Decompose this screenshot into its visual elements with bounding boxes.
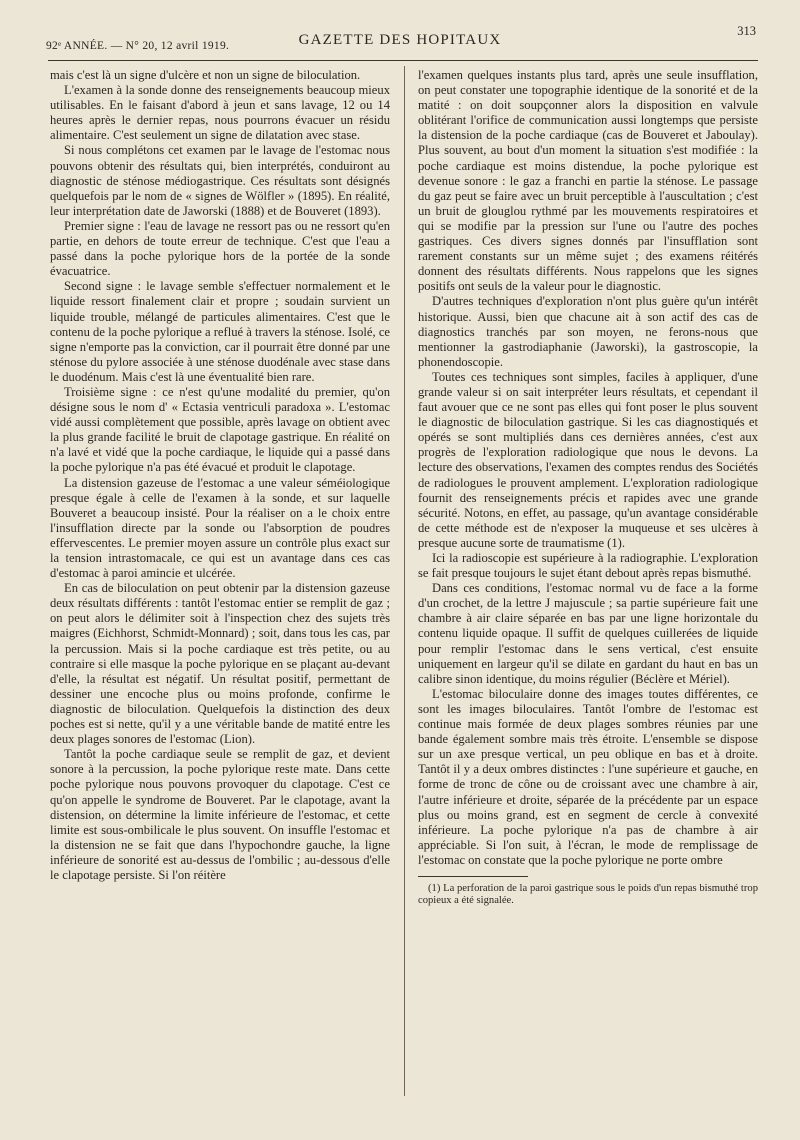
- page-header: [40, 22, 760, 62]
- paragraph: Second signe : le lavage semble s'effectuer normalement et le liquide ressort finalement clair et propre ; soudain survient un liquide trouble, mélangé de particules alimentaires. C'est que le contenu de la poche pylorique a reflué à travers la sténose. Isolé, ce signe n'emporte pas la conviction, car il pourrait être donné par une sténose du pylore associée à une sténose duodénale avec stase dans le duodénum. Mais c'est là une éventualité bien rare.: [50, 279, 390, 384]
- paragraph: En cas de biloculation on peut obtenir par la distension gazeuse deux résultats différents : tantôt l'estomac entier se remplit de gaz ; on peut alors le délimiter soit à l'inspection chez des sujets très maigres (Eichhorst, Schmidt-Monnard) ; soit, dans tous les cas, par la percussion. Mais si la poche cardiaque est très petite, ou au contraire si elle masque la poche pylorique en se plaçant au-devant d'elle, la résultat est négatif. Un résultat positif, permettant de dessiner une encoche plus ou moins profonde, confirme le diagnostic de biloculation. Quelquefois la distinction des deux poches est si nette, qu'il y a une véritable bande de matité entre les deux plages sonores de l'estomac (Lion).: [50, 581, 390, 747]
- page-number: 313: [737, 24, 756, 38]
- header-rule: [48, 60, 758, 61]
- footnote-section: [418, 876, 758, 908]
- footnote-rule: [418, 876, 528, 877]
- paragraph: Ici la radioscopie est supérieure à la radiographie. L'exploration se fait presque toujours le sujet étant debout après repas bismuthé.: [418, 551, 758, 581]
- publication-title: GAZETTE DES HOPITAUX: [298, 32, 502, 48]
- paragraph: Si nous complétons cet examen par le lavage de l'estomac nous pouvons obtenir des résultats qui, bien interprétés, conduiront au diagnostic de sténose médiogastrique. Ces résultats sont désignés quelquefois par le nom de « signes de Wölfler » (1895). En réalité, leur interprétation date de Jaworski (1888) et de Bouveret (1893).: [50, 143, 390, 218]
- right-column: [418, 68, 758, 908]
- paragraph: La distension gazeuse de l'estomac a une valeur séméiologique presque égale à celle de l'examen à la sonde, et sur laquelle Bouveret a beaucoup insisté. Pour la réaliser on a le choix entre l'insufflation directe par la sonde ou l'absorption de poudres effervescentes. Le premier moyen assure un contrôle plus exact sur la tension intrastomacale, ce qui est un avantage dans ces cas d'estomac à paroi amincie et ulcérée.: [50, 475, 390, 581]
- paragraph: Dans ces conditions, l'estomac normal vu de face a la forme d'un crochet, de la lettre J majuscule ; sa partie supérieure fait une chambre à air claire séparée en bas par une ligne horizontale du contenu liquide opaque. Il suffit de quelques cuillerées de liquide pour remplir l'estomac dans le sens vertical, c'est ensuite uniquement en largeur qu'il se dilate en gardant du haut en bas un calibre sinon identique, du moins régulier (Béclère et Mériel).: [418, 581, 758, 686]
- paragraph: l'examen quelques instants plus tard, après une seule insufflation, on peut constater une topographie identique de la sonorité et de la matité : on doit soupçonner alors la disposition en valvule oblitérant l'orifice de communication aussi longtemps que persiste la distension de la poche cardiaque (cas de Bouveret et Jaboulay). Plus souvent, au bout d'un moment la situation s'est modifiée : la poche cardiaque est moins distendue, la poche pylorique est devenue sonore : le gaz a franchi en partie la sténose. Le passage du gaz peut se faire avec un bruit perceptible à l'auscultation ; c'est un bruit de glouglou rythmé par les mouvements respiratoires et qui se modifie par la pression sur l'une ou l'autre des poches gastriques. Ces divers signes donnés par l'insufflation sont rarement constants sur un même sujet ; des examens réitérés donnent des résultats différents. Nous rappelons que les signes positifs ont seuls de la valeur pour le diagnostic.: [418, 68, 758, 294]
- paragraph: Toutes ces techniques sont simples, faciles à appliquer, d'une grande valeur si on sait interpréter leurs résultats, et cependant il faut avouer que ce ne sont pas elles qui font poser le plus souvent le diagnostic de biloculation gastrique. Si les cas diagnostiqués et opérés se sont multipliés dans ces dernières années, c'est aux progrès de l'exploration radiologique que nous le devons. La lecture des observations, l'examen des comptes rendus des Sociétés de radiologues le prouvent amplement. L'exploration radiologique fournit des renseignements précis et rapides avec une grande sécurité. Notons, en effet, au passage, qu'un avantage considérable de cette méthode est de n'exposer la muqueuse et ses ulcères à presque aucune sorte de traumatisme (1).: [418, 369, 758, 550]
- column-divider: [404, 66, 405, 1096]
- paragraph: D'autres techniques d'exploration n'ont plus guère qu'un intérêt historique. Aussi, bien que chacune ait à son actif des cas de diagnostics tranchés par son moyen, ne ferons-nous que mentionner la gastrodiaphanie (Jaworski), la gastroscopie, la phonendoscopie.: [418, 294, 758, 369]
- paragraph: L'examen à la sonde donne des renseignements beaucoup mieux utilisables. En le faisant d'abord à jeun et sans lavage, 12 ou 14 heures après le dernier repas, nous pourrons évacuer un résidu alimentaire. C'est seulement un signe de dilatation avec stase.: [50, 83, 390, 143]
- paragraph: Troisième signe : ce n'est qu'une modalité du premier, qu'on désigne sous le nom d' « Ectasia ventriculi paradoxa ». L'estomac vidé aussi complètement que possible, après lavage on obtient avec la plus grande facilité le bruit de clapotage gastrique. En réalité on n'a lavé et vidé que la poche cardiaque, le liquide qui a passé dans la poche pylorique n'a pas été évacué et produit le clapotage.: [50, 384, 390, 475]
- paragraph: Premier signe : l'eau de lavage ne ressort pas ou ne ressort qu'en partie, en dehors de toute erreur de technique. C'est que l'eau a passé dans la poche pylorique hors de la portée de la sonde évacuatrice.: [50, 218, 390, 279]
- paragraph: L'estomac biloculaire donne des images toutes différentes, ce sont les images biloculaires. Tantôt l'ombre de l'estomac est continue mais formée de deux plages sombres réunies par une bande également sombre mais très étroite. L'ensemble se dispose sur un axe presque vertical, un peu oblique en bas et à droite. Tantôt il y a deux ombres distinctes : l'une supérieure et gauche, en forme de tronc de cône ou de croissant avec une chambre à air, l'autre inférieure et droite, séparée de la précédente par un espace plus ou moins grand, est en segment de cercle à convexité inférieure. La poche pylorique n'a pas de chambre à air appréciable. Si l'on suit, à l'écran, le mode de remplissage de l'estomac on constate que la poche pylorique ne porte ombre: [418, 686, 758, 867]
- paragraph: Tantôt la poche cardiaque seule se remplit de gaz, et devient sonore à la percussion, la poche pylorique reste mate. Dans cette poche pylorique nous pouvons provoquer du clapotage. C'est ce qu'on appelle le syndrome de Bouveret. Par le clapotage, avant la distension, on détermine la limite inférieure de l'estomac, et cette limite est sous-ombilicale le plus souvent. On insuffle l'estomac et la distension ne se fait que dans l'hypochondre gauche, la ligne inférieure de sonorité est au-dessus de l'ombilic ; au-dessous d'elle le clapotage persiste. Si l'on réitère: [50, 747, 390, 882]
- left-column: [50, 68, 390, 883]
- paragraph: mais c'est là un signe d'ulcère et non un signe de biloculation.: [50, 68, 361, 82]
- issue-info: 92ᵉ ANNÉE. — N° 20, 12 avril 1919.: [46, 40, 230, 52]
- footnote: (1) La perforation de la paroi gastrique sous le poids d'un repas bismuthé trop copieux a été signalée.: [418, 882, 758, 907]
